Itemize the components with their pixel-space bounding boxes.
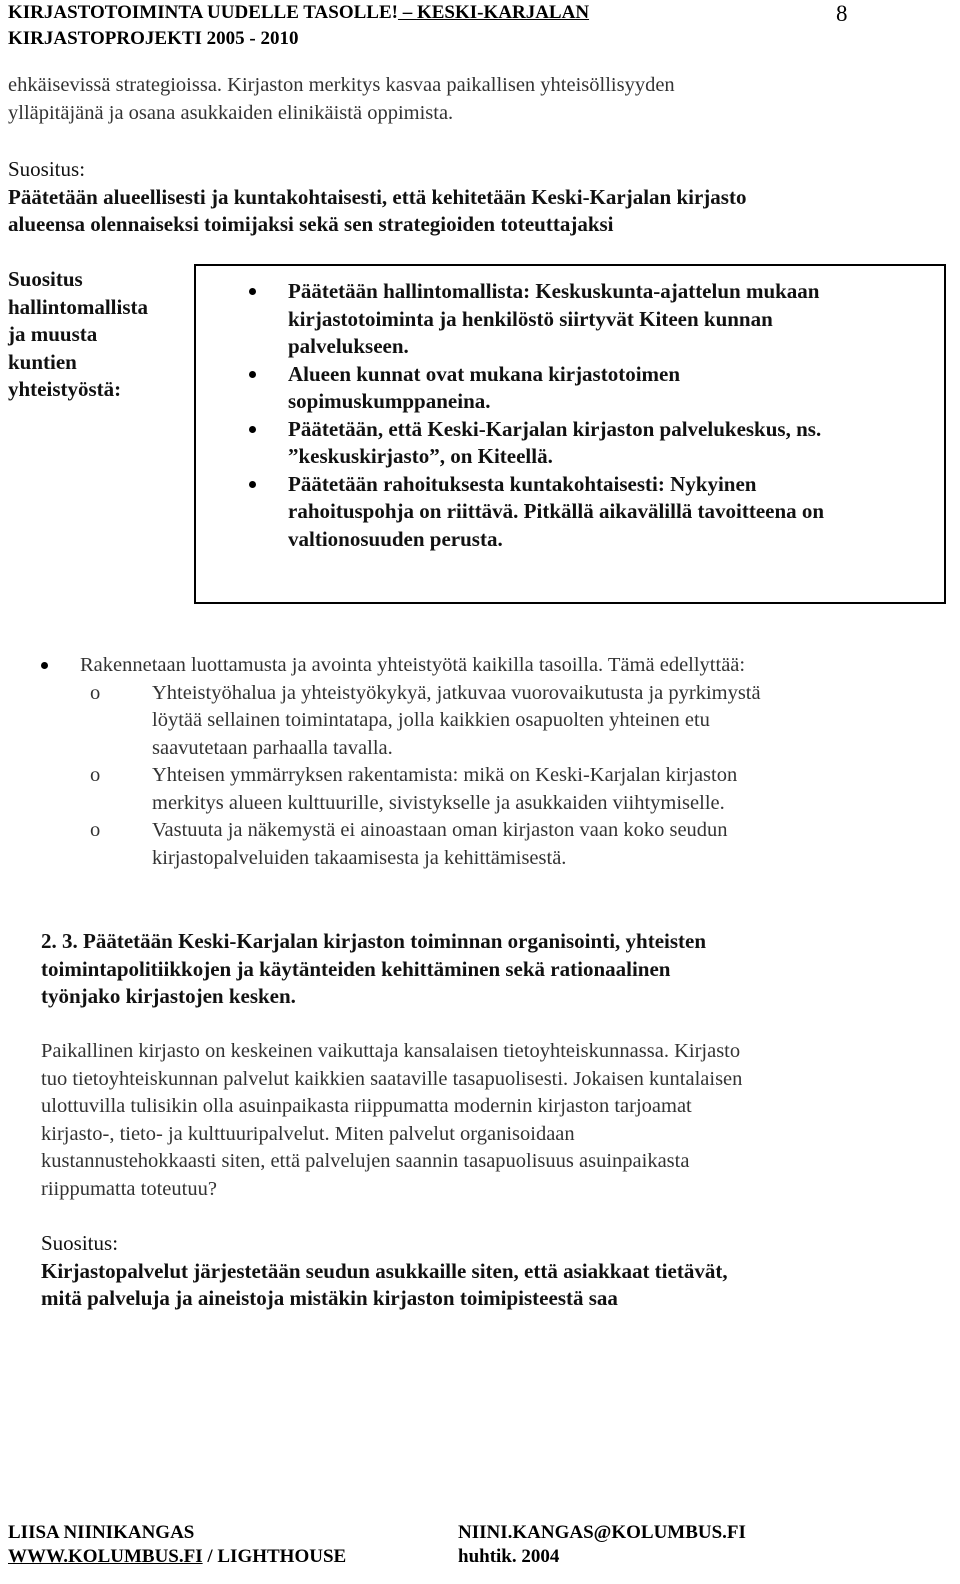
paragraph-line: kirjasto-, tieto- ja kulttuuripalvelut. Miten palvelut organisoidaan [41, 1122, 575, 1145]
intro-paragraph [8, 72, 675, 127]
bullet-icon [249, 426, 256, 433]
recommendation-1 [8, 156, 746, 239]
page-number: 8 [836, 1, 848, 26]
box-list-item [288, 416, 824, 471]
recommendation-2 [41, 1230, 728, 1313]
side-label [8, 266, 148, 404]
box-item-line: Alueen kunnat ovat mukana kirjastotoimen [288, 361, 681, 386]
box-item-line: valtionosuuden perusta. [288, 526, 503, 551]
trust-sub-line: saavutetaan parhaalla tavalla. [152, 736, 393, 759]
header-dash: – [397, 2, 417, 23]
footer-email: NIINI.KANGAS@KOLUMBUS.FI [458, 1522, 746, 1543]
box-item-line: ”keskuskirjasto”, on Kiteellä. [288, 444, 553, 468]
section-heading-line: toimintapolitiikkojen ja käytänteiden kehittäminen sekä rationaalinen [41, 956, 671, 981]
bullet-icon [41, 662, 48, 669]
trust-line: Rakennetaan luottamusta ja avointa yhteistyötä kaikilla tasoilla. Tämä edellyttää: [80, 654, 746, 676]
side-label-line: kuntien [8, 349, 77, 374]
recommendation-line: alueensa olennaiseksi toimijaksi sekä sen strategioiden toteuttajaksi [8, 212, 614, 236]
box-list-item [288, 278, 824, 361]
side-label-line: yhteistyöstä: [8, 377, 122, 401]
side-label-line: ja muusta [8, 322, 98, 346]
box-item-line: Päätetään hallintomallista: Keskuskunta-ajattelun mukaan [288, 279, 820, 303]
recommendation-label: Suositus: [41, 1231, 119, 1255]
bullet-icon [249, 371, 256, 378]
trust-sub-item [80, 817, 761, 872]
recommendation-line: Päätetään alueellisesti ja kuntakohtaisesti, että kehitetään Keski-Karjalan kirjasto [8, 184, 747, 209]
recommendation-line: Kirjastopalvelut järjestetään seudun asukkaille siten, että asiakkaat tietävät, [41, 1258, 728, 1283]
box-list-item [288, 471, 824, 554]
trust-sub-line: merkitys alueen kulttuurille, sivistykselle ja asukkaiden viihtymiselle. [152, 791, 725, 814]
paragraph-line: tuo tietoyhteiskunnan palvelut kaikkien saataville tasapuolisesti. Jokaisen kuntalaisen [41, 1067, 743, 1090]
header-title [8, 0, 589, 52]
recommendation-label: Suositus: [8, 157, 86, 181]
box-item-line: sopimuskumppaneina. [288, 389, 491, 413]
box-list [288, 278, 824, 553]
footer-website-link[interactable]: WWW.KOLUMBUS.FI [8, 1546, 203, 1567]
sub-bullet-icon: o [90, 764, 101, 786]
bullet-icon [249, 481, 256, 488]
header-title-line2: KIRJASTOPROJEKTI 2005 - 2010 [8, 28, 299, 49]
box-list-item [288, 361, 824, 416]
header-title-line1: KIRJASTOTOIMINTA UUDELLE TASOLLE! [8, 2, 398, 23]
trust-sub-item [80, 762, 761, 817]
sub-bullet-icon: o [90, 819, 101, 841]
paragraph-line: riippumatta toteutuu? [41, 1177, 217, 1200]
body-paragraph [41, 1038, 742, 1203]
box-item-line: kirjastotoiminta ja henkilöstö siirtyvät Kiteen kunnan [288, 306, 773, 331]
trust-list [80, 652, 761, 872]
trust-sub-line: Yhteistyöhalua ja yhteistyökykyä, jatkuvaa vuorovaikutusta ja pyrkimystä [152, 681, 761, 704]
footer-date: huhtik. 2004 [458, 1546, 560, 1567]
trust-list-item [80, 652, 761, 680]
trust-sub-line: Vastuuta ja näkemystä ei ainoastaan oman kirjaston vaan koko seudun [152, 819, 728, 841]
intro-line: ylläpitäjänä ja osana asukkaiden elinikäistä oppimista. [8, 101, 454, 124]
sub-bullet-icon: o [90, 681, 101, 704]
footer-website-suffix: / LIGHTHOUSE [202, 1546, 347, 1567]
section-heading [41, 928, 706, 1011]
box-item-line: Päätetään, että Keski-Karjalan kirjaston palvelukeskus, ns. [288, 416, 822, 441]
footer-website-row [8, 1544, 346, 1570]
footer-author: LIISA NIINIKANGAS [8, 1522, 195, 1543]
section-heading-line: 2. 3. Päätetään Keski-Karjalan kirjaston toiminnan organisointi, yhteisten [41, 929, 707, 953]
box-item-line: Päätetään rahoituksesta kuntakohtaisesti: Nykyinen [288, 471, 757, 496]
box-item-line: rahoituspohja on riittävä. Pitkällä aikavälillä tavoitteena on [288, 499, 825, 523]
side-label-line: hallintomallista [8, 294, 149, 319]
header-title-right: KESKI-KARJALAN [416, 2, 590, 23]
section-heading-line: työnjako kirjastojen kesken. [41, 984, 296, 1008]
bullet-icon [249, 288, 256, 295]
trust-sub-line: kirjastopalveluiden takaamisesta ja kehittämisestä. [152, 846, 567, 869]
paragraph-line: Paikallinen kirjasto on keskeinen vaikuttaja kansalaisen tietoyhteiskunnassa. Kirjasto [41, 1040, 741, 1062]
trust-sub-line: löytää sellainen toimintatapa, jolla kaikkien osapuolten yhteinen etu [152, 709, 710, 731]
intro-line: ehkäisevissä strategioissa. Kirjaston merkitys kasvaa paikallisen yhteisöllisyyden [8, 74, 675, 96]
trust-sub-line: Yhteisen ymmärryksen rakentamista: mikä on Keski-Karjalan kirjaston [152, 764, 738, 786]
box-item-line: palvelukseen. [288, 334, 409, 358]
paragraph-line: ulottuvilla tulisikin olla asuinpaikasta riippumatta modernin kirjaston tarjoamat [41, 1095, 692, 1117]
recommendation-line: mitä palveluja ja aineistoja mistäkin kirjaston toimipisteestä saa [41, 1286, 618, 1310]
trust-sub-item [80, 680, 761, 763]
side-label-line: Suositus [8, 267, 83, 291]
paragraph-line: kustannustehokkaasti siten, että palvelujen saannin tasapuolisuus asuinpaikasta [41, 1150, 690, 1172]
